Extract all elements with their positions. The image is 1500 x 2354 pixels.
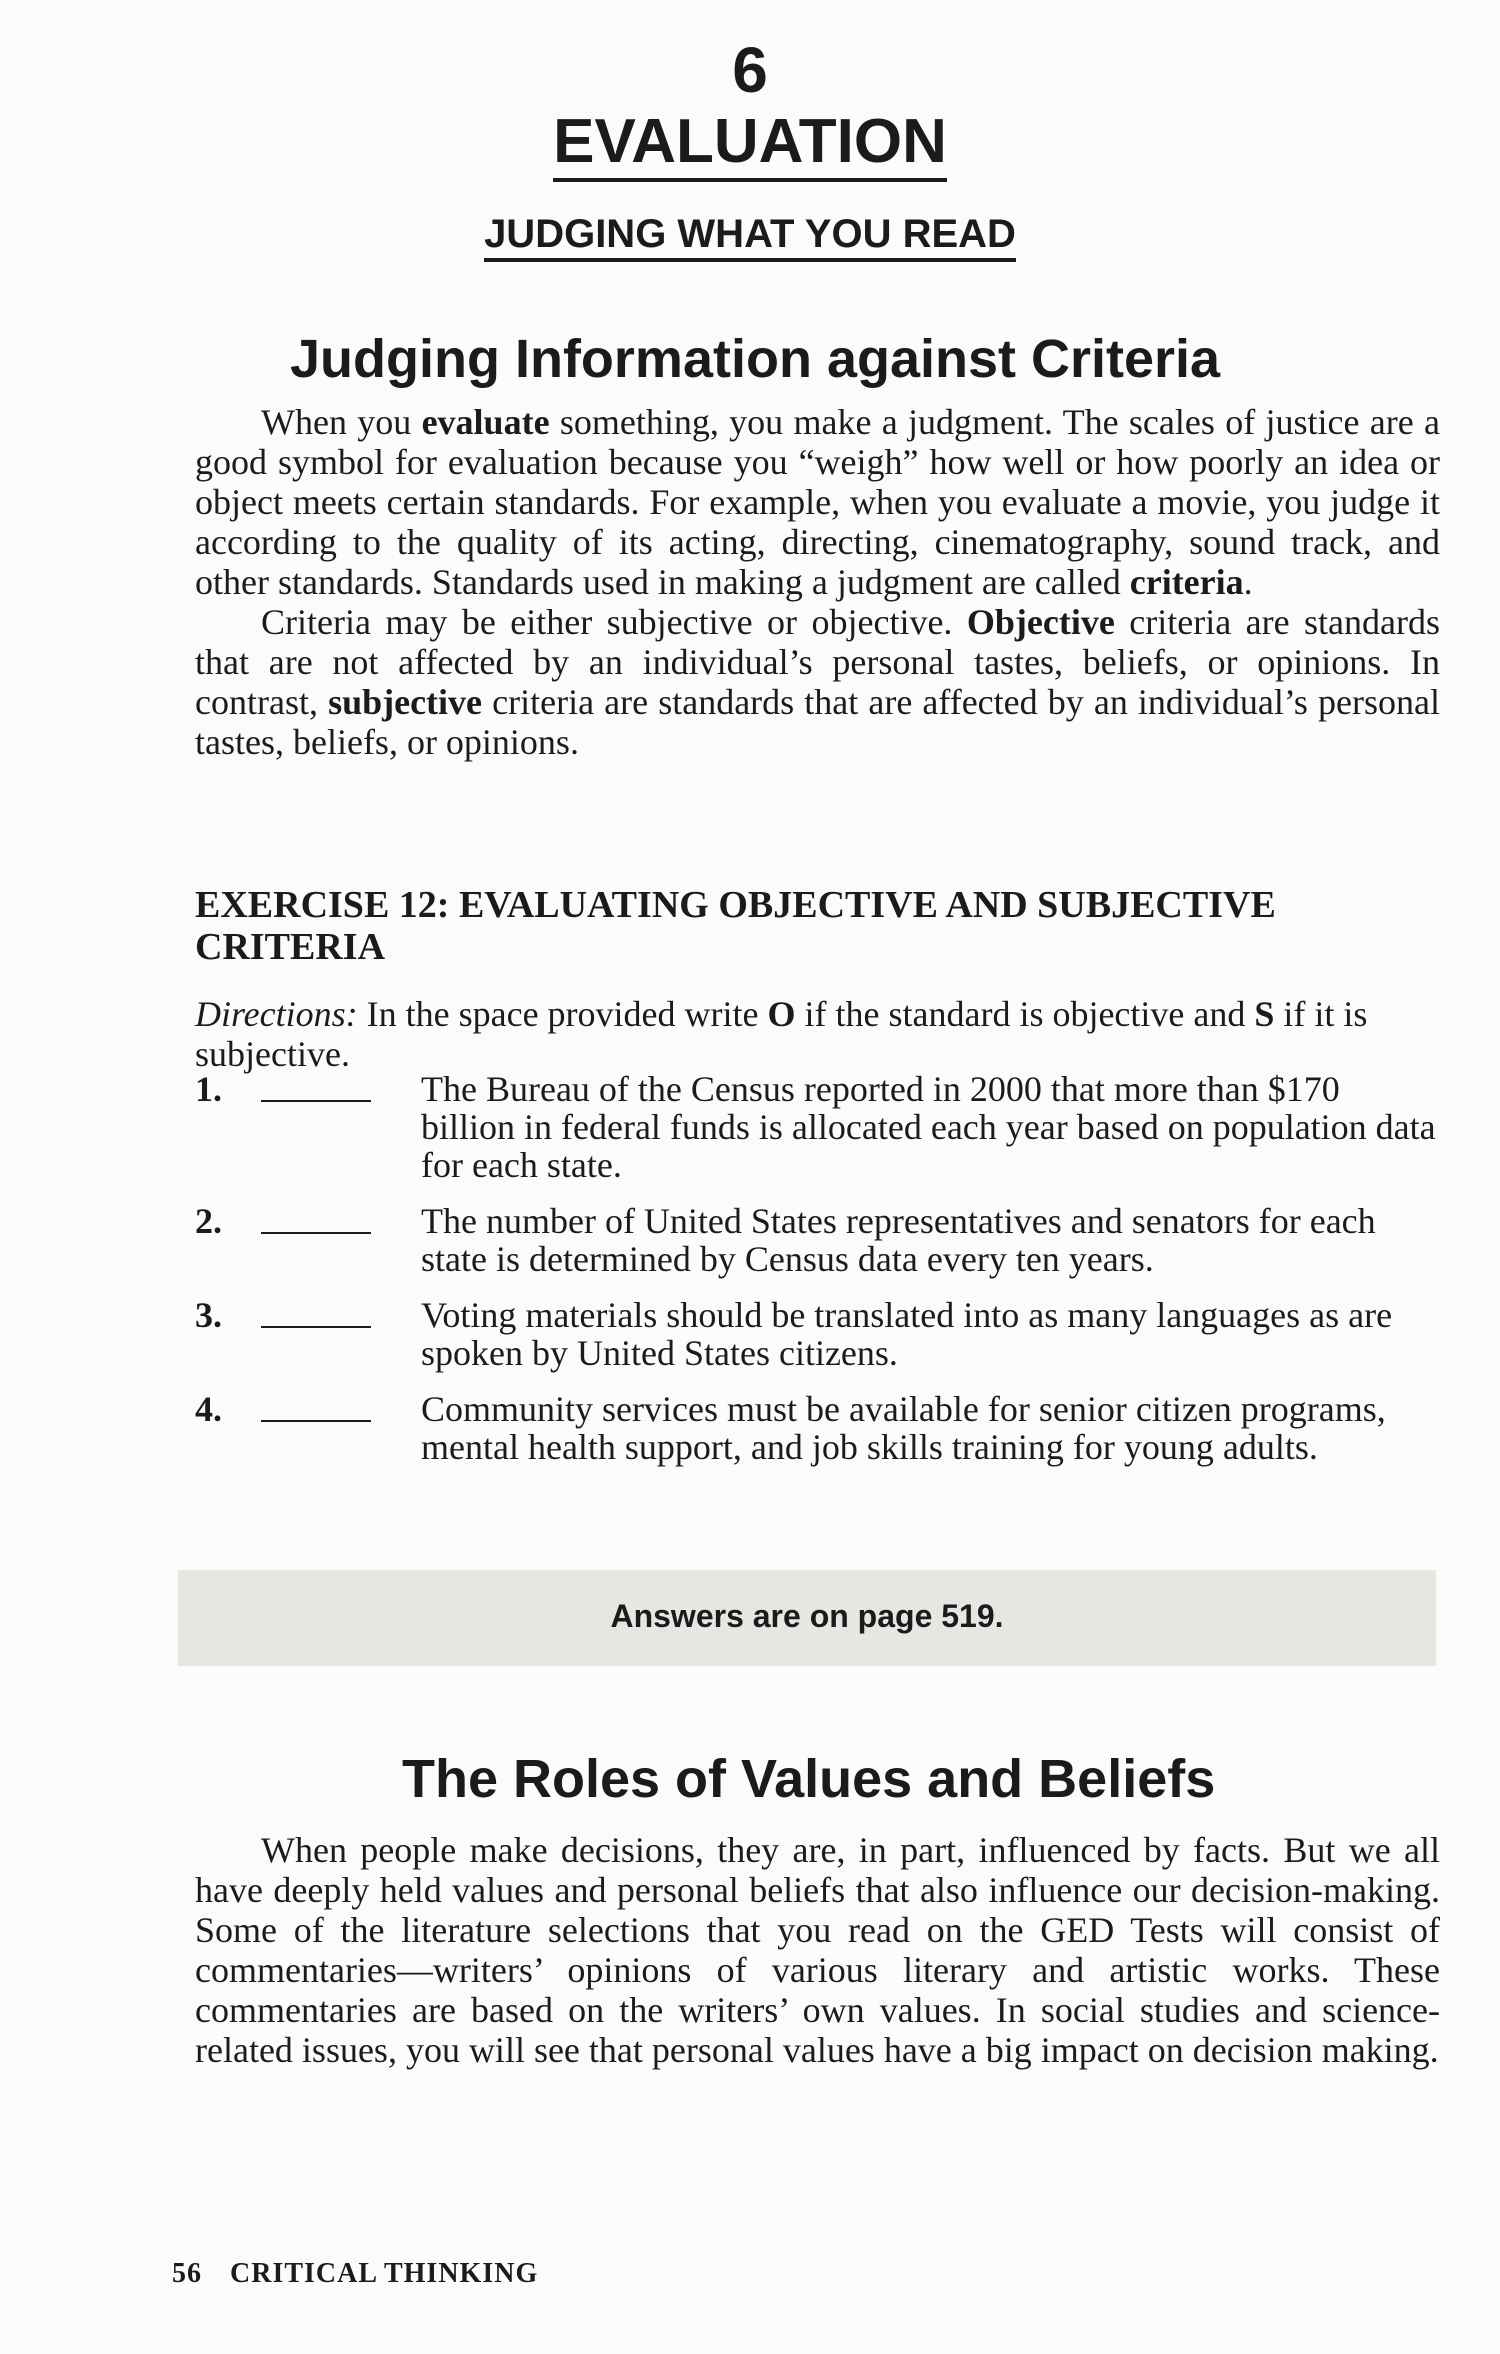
section-values-body [195, 1830, 1440, 2070]
exercise-item [195, 1202, 1440, 1278]
item-text: The number of United States representatives and senators for each state is determined by Census data every ten years. [421, 1201, 1376, 1279]
exercise-items [195, 1070, 1440, 1484]
section-criteria-body [195, 402, 1440, 762]
exercise-item [195, 1390, 1440, 1466]
running-footer-title: CRITICAL THINKING [230, 2258, 539, 2289]
answers-note: Answers are on page 519. [610, 1598, 1004, 1634]
exercise-item [195, 1296, 1440, 1372]
item-text: Community services must be available for senior citizen programs, mental health support, and job skills training for young adults. [421, 1389, 1386, 1467]
page-footer [172, 2258, 538, 2290]
answer-blank[interactable] [261, 1296, 371, 1328]
exercise-item [195, 1070, 1440, 1184]
paragraph-evaluate: When you evaluate something, you make a judgment. The scales of justice are a good symbol for evaluation because you “weigh” how well or how poorly an idea or object meets certain standards. For example, when you evaluate a movie, you judge it according to the quality of its acting, directing, cinematography, sound track, and other standards. Standards used in making a judgment are called criteria. [195, 402, 1440, 602]
exercise-directions: Directions: In the space provided write O if the standard is objective and S if it is subjective. [195, 994, 1368, 1074]
item-text: The Bureau of the Census reported in 2000 that more than $170 billion in federal funds is allocated each year based on population data for each state. [421, 1069, 1436, 1185]
section-heading-criteria: Judging Information against Criteria [290, 329, 1221, 389]
item-number: 3. [195, 1295, 222, 1335]
item-number: 1. [195, 1069, 222, 1109]
answer-blank[interactable] [261, 1390, 371, 1422]
paragraph-criteria: Criteria may be either subjective or objective. Objective criteria are standards that are not affected by an individual’s personal tastes, beliefs, or opinions. In contrast, subjective criteria are standards that are affected by an individual’s personal tastes, beliefs, or opinions. [195, 602, 1440, 762]
answers-box [178, 1570, 1436, 1666]
exercise-title: EXERCISE 12: EVALUATING OBJECTIVE AND SUBJECTIVE CRITERIA [195, 884, 1276, 968]
chapter-title: EVALUATION [553, 107, 947, 182]
chapter-number: 6 [732, 34, 768, 106]
paragraph-values: When people make decisions, they are, in part, influenced by facts. But we all have deeply held values and personal beliefs that also influence our decision-making. Some of the literature selections that you read on the GED Tests will consist of commentaries—writers’ opinions of various literary and artistic works. These commentaries are based on the writers’ own values. In social studies and science-related issues, you will see that personal values have a big impact on decision making. [195, 1830, 1440, 2070]
item-text: Voting materials should be translated into as many languages as are spoken by United States citizens. [421, 1295, 1393, 1373]
item-number: 2. [195, 1201, 222, 1241]
answer-blank[interactable] [261, 1202, 371, 1234]
chapter-title-wrap [0, 108, 1500, 176]
answer-blank[interactable] [261, 1070, 371, 1102]
chapter-subtitle-wrap [0, 212, 1500, 257]
item-number: 4. [195, 1389, 222, 1429]
section-heading-values: The Roles of Values and Beliefs [402, 1749, 1216, 1809]
chapter-subtitle: JUDGING WHAT YOU READ [484, 212, 1016, 262]
page-number: 56 [172, 2258, 202, 2289]
